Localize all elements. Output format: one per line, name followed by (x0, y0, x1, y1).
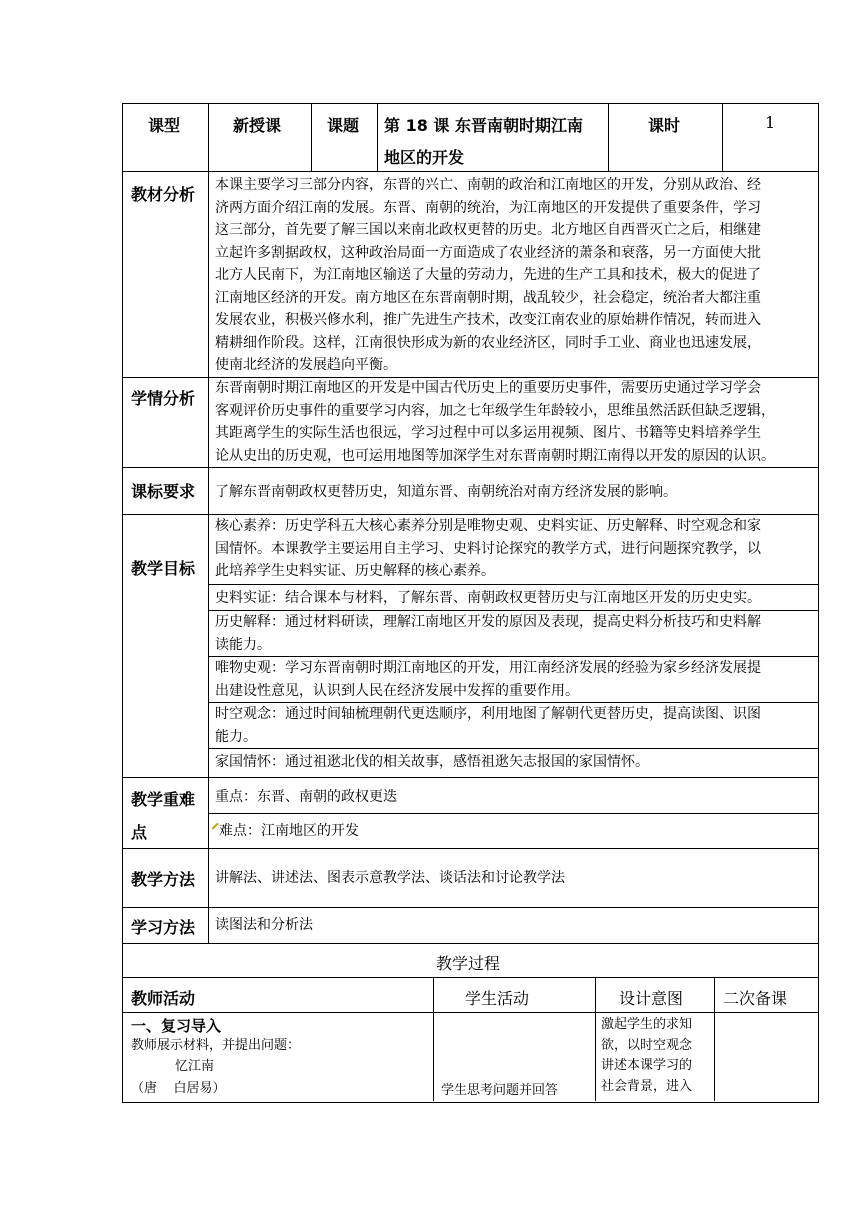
teacher-line: 教师展示材料，并提出问题： (131, 1038, 301, 1053)
text-line: 这三部分，首先要了解三国以来南北政权更替的历史。北方地区自西晋灭亡之后，相继建 (215, 222, 761, 238)
student-activity-text: 学生思考问题并回答 (441, 1083, 559, 1098)
materialism-text (215, 657, 815, 702)
topic-value-line1: 第 18 课 东晋南朝时期江南 (384, 116, 583, 135)
spacetime-text (215, 703, 815, 748)
text-line: 北方人民南下，为江南地区输送了大量的劳动力，先进的生产工具和技术，极大的促进了 (215, 267, 761, 283)
core-literacy-text (215, 515, 815, 583)
text-line: 客观评价历史事件的重要学习内容，加之七年级学生年龄较小，思维虽然活跃但缺乏逻辑， (215, 402, 775, 419)
key-points-label-line2: 点 (131, 823, 148, 842)
text-line: 此培养学生史料实证、历史解释的核心素养。 (215, 563, 495, 579)
col-divider (608, 103, 609, 171)
col-divider (208, 103, 209, 943)
teaching-method-label: 教学方法 (131, 870, 196, 889)
row-divider (208, 584, 818, 585)
difficult-point-text: 难点：江南地区的开发 (219, 823, 359, 839)
text-line: 国情怀。本课教学主要运用自主学习、史料讨论探究的教学方式，进行问题探究教学，以 (215, 540, 761, 557)
key-points-label-line1: 教学重难 (131, 790, 196, 809)
text-line: 历史解释：通过材料研读，理解江南地区开发的原因及表现，提高史料分析技巧和史料解 (215, 614, 761, 630)
learning-method-text: 读图法和分析法 (215, 917, 313, 933)
col-divider (311, 103, 312, 171)
learning-method-label: 学习方法 (131, 918, 196, 937)
curriculum-text: 了解东晋南朝政权更替历史，知道东晋、南朝统治对南方经济发展的影响。 (215, 484, 677, 500)
student-analysis-label: 学情分析 (131, 389, 196, 408)
section-title: 一、复习导入 (131, 1017, 222, 1035)
text-line: 本课主要学习三部分内容，东晋的兴亡、南朝的政治和江南地区的开发，分别从政治、经 (215, 177, 761, 193)
text-line: 讲述本课学习的 (601, 1058, 693, 1073)
col-divider (377, 103, 378, 171)
column-design-intent: 设计意图 (619, 989, 684, 1008)
col-divider (714, 977, 715, 1101)
text-line: 立起许多割据政权，这种政治局面一方面造成了农业经济的萧条和衰落，另一方面使大批 (215, 244, 761, 261)
row-divider (122, 171, 818, 172)
col-divider (433, 977, 434, 1101)
topic-value-line2: 地区的开发 (384, 148, 465, 167)
text-line: 东晋南朝时期江南地区的开发是中国古代历史上的重要历史事件，需要历史通过学习学会 (215, 380, 761, 396)
column-second-prep: 二次备课 (723, 989, 788, 1008)
text-line: 欲，以时空观念 (601, 1037, 693, 1053)
col-divider (722, 103, 723, 171)
interpretation-text (215, 611, 815, 656)
text-line: 发展农业，积极兴修水利，推广先进生产技术，改变江南农业的原始耕作情况，转而进入 (215, 312, 761, 328)
col-divider (595, 977, 596, 1101)
evidence-text: 史料实证：结合课本与材料，了解东晋、南朝政权更替历史与江南地区开发的历史史实。 (215, 590, 761, 606)
text-line: 江南地区经济的开发。南方地区在东晋南朝时期，战乱较少，社会稳定，统治者大都注重 (215, 289, 761, 306)
row-divider (122, 848, 818, 849)
text-line: 论从史出的历史观，也可运用地图等加深学生对东晋南朝时期江南得以开发的原因的认识。 (215, 447, 775, 464)
text-line: 核心素养：历史学科五大核心素养分别是唯物史观、史料实证、历史解释、时空观念和家 (215, 518, 761, 534)
hours-value: 1 (765, 113, 776, 132)
row-divider (208, 813, 818, 814)
text-line: 能力。 (215, 728, 257, 745)
hours-label: 课时 (648, 116, 681, 135)
column-teacher-activity: 教师活动 (131, 989, 196, 1008)
design-intent-text (601, 1015, 711, 1097)
text-line: 时空观念：通过时间轴梳理朝代更迭顺序，利用地图了解朝代更替历史，提高读图、识图 (215, 706, 761, 722)
text-line: 使南北经济的发展趋向平衡。 (215, 357, 397, 373)
objectives-label: 教学目标 (131, 559, 196, 578)
row-divider (122, 943, 818, 944)
row-divider (208, 748, 818, 749)
type-label: 课型 (148, 116, 181, 135)
poem-title: 忆江南 (175, 1059, 215, 1074)
text-line: 读能力。 (215, 636, 271, 653)
text-line: 济两方面介绍江南的发展。东晋、南朝的统治，为江南地区的开发提供了重要条件，学习 (215, 199, 761, 216)
column-student-activity: 学生活动 (465, 989, 530, 1008)
poem-author: （唐 白居易） (131, 1081, 226, 1096)
text-line: 唯物史观：学习东晋南朝时期江南地区的开发，用江南经济发展的经验为家乡经济发展提 (215, 660, 761, 676)
text-line: 激起学生的求知 (601, 1017, 693, 1032)
patriotism-text: 家国情怀：通过祖逖北伐的相关故事，感悟祖逖矢志报国的家国情怀。 (215, 754, 649, 770)
key-point-text: 重点：东晋、南朝的政权更迭 (215, 789, 397, 805)
process-title: 教学过程 (436, 954, 501, 973)
text-line: 精耕细作阶段。这样，江南很快形成为新的农业经济区，同时手工业、商业也迅速发展， (215, 334, 761, 351)
student-analysis-text (215, 377, 815, 467)
row-divider (122, 907, 818, 908)
topic-label: 课题 (327, 116, 360, 135)
row-divider (122, 777, 818, 778)
curriculum-label: 课标要求 (131, 482, 196, 501)
row-divider (122, 467, 818, 468)
text-line: 出建设性意见，认识到人民在经济发展中发挥的重要作用。 (215, 682, 579, 699)
text-line: 社会背景，进入 (601, 1078, 693, 1094)
text-line: 其距离学生的实际生活也很远，学习过程中可以多运用视频、图片、书籍等史料培养学生 (215, 425, 761, 441)
type-value: 新授课 (233, 116, 282, 135)
material-analysis-label: 教材分析 (131, 185, 196, 204)
teaching-method-text: 讲解法、讲述法、图表示意教学法、谈话法和讨论教学法 (215, 870, 565, 886)
material-analysis-text (215, 174, 815, 377)
